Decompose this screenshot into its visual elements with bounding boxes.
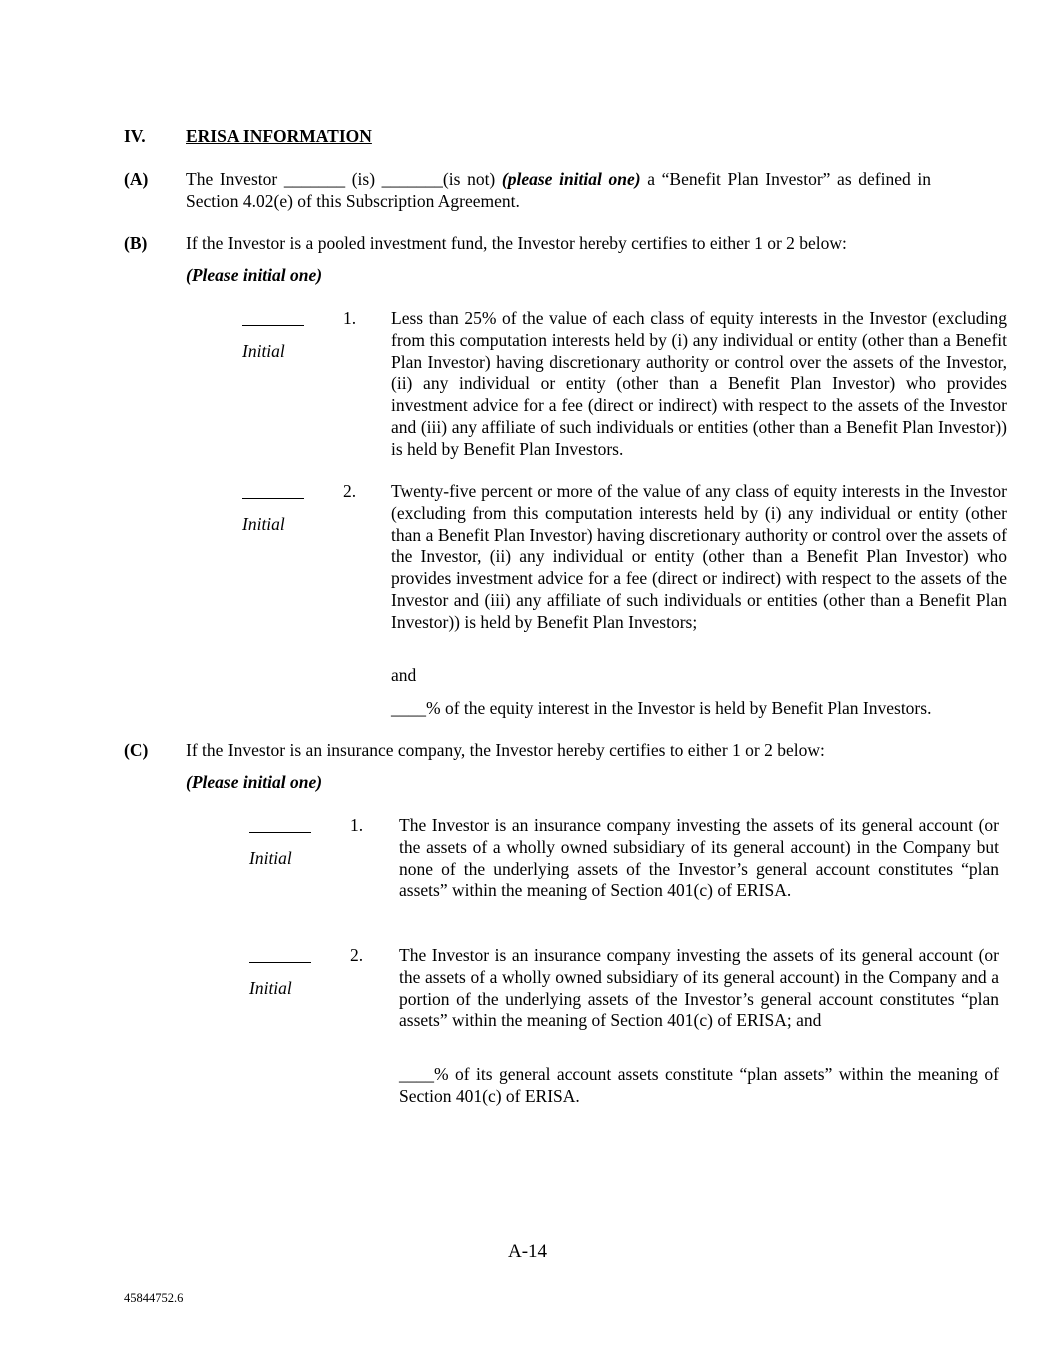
section-title: ERISA INFORMATION xyxy=(186,126,372,146)
c2-number: 2. xyxy=(350,945,364,965)
b1-initial-line[interactable] xyxy=(242,325,304,326)
b2-percent-line: ____% of the equity interest in the Investor is held by Benefit Plan Investors. xyxy=(391,698,932,718)
b2-number: 2. xyxy=(343,481,357,501)
b2-initial-line[interactable] xyxy=(242,498,304,499)
c2-percent-line: ____% of its general account assets constitute “plan assets” within the meaning of Section 401(c) of ERISA. xyxy=(399,1064,999,1106)
para-a-text xyxy=(186,169,931,213)
c2-initial-line[interactable] xyxy=(249,962,311,963)
b2-initial-label: Initial xyxy=(242,514,285,534)
c1-number: 1. xyxy=(350,815,364,835)
document-id: 45844752.6 xyxy=(124,1291,184,1305)
c1-initial-label: Initial xyxy=(249,848,292,868)
para-a-text-part1: The Investor _______ (is) _______(is not) xyxy=(186,169,502,189)
c1-initial-line[interactable] xyxy=(249,832,311,833)
b1-text: Less than 25% of the value of each class of equity interests in the Investor (excluding from this computation interests held by (i) any individual or entity (other than a Benefit Plan Investor) having discretionary authority or control over the assets of the Investor, (ii) any individual or entity (other than a Benefit Plan Investor) who provides investment advice for a fee (direct or indirect) with respect to the assets of the Investor and (iii) any affiliate of such individuals or entities (other than a Benefit Plan Investor)) is held by Benefit Plan Investors. xyxy=(391,308,1007,459)
b1-number: 1. xyxy=(343,308,357,328)
para-b-text: If the Investor is a pooled investment fund, the Investor hereby certifies to either 1 or 2 below: xyxy=(186,233,847,253)
b2-and: and xyxy=(391,665,417,685)
para-a-emphasis: (please initial one) xyxy=(501,169,641,189)
para-c-instruction: (Please initial one) xyxy=(186,772,323,792)
para-b-label: (B) xyxy=(124,233,148,253)
para-a-text-part2: a “Benefit Plan Investor” as defined in Section 4.02(e) of this Subscription Agreement. xyxy=(186,169,931,211)
section-number: IV. xyxy=(124,126,146,146)
b1-initial-label: Initial xyxy=(242,341,285,361)
para-b-instruction: (Please initial one) xyxy=(186,265,323,285)
c1-text: The Investor is an insurance company investing the assets of its general account (or the assets of a wholly owned subsidiary of its general account) in the Company but none of the underlying assets of the Investor’s general account constitutes “plan assets” within the meaning of Section 401(c) of ERISA. xyxy=(399,815,999,901)
c2-text: The Investor is an insurance company investing the assets of its general account (or the assets of a wholly owned subsidiary of its general account) in the Company and a portion of the underlying assets of the Investor’s general account constitutes “plan assets” within the meaning of Section 401(c) of ERISA; and xyxy=(399,945,999,1031)
para-c-text: If the Investor is an insurance company, the Investor hereby certifies to either 1 or 2 below: xyxy=(186,740,825,760)
b2-text: Twenty-five percent or more of the value of any class of equity interests in the Investor (excluding from this computation interests held by (i) any individual or entity (other than a Benefit Plan Investor) having discretionary authority or control over the assets of the Investor, (ii) any individual or entity (other than a Benefit Plan Investor) who provides investment advice for a fee (direct or indirect) with respect to the assets of the Investor and (iii) any affiliate of such individuals or entities (other than a Benefit Plan Investor)) is held by Benefit Plan Investors; xyxy=(391,481,1007,632)
page-number: A-14 xyxy=(507,1241,548,1262)
para-c-label: (C) xyxy=(124,740,149,760)
para-a-label: (A) xyxy=(124,169,149,189)
c2-initial-label: Initial xyxy=(249,978,292,998)
